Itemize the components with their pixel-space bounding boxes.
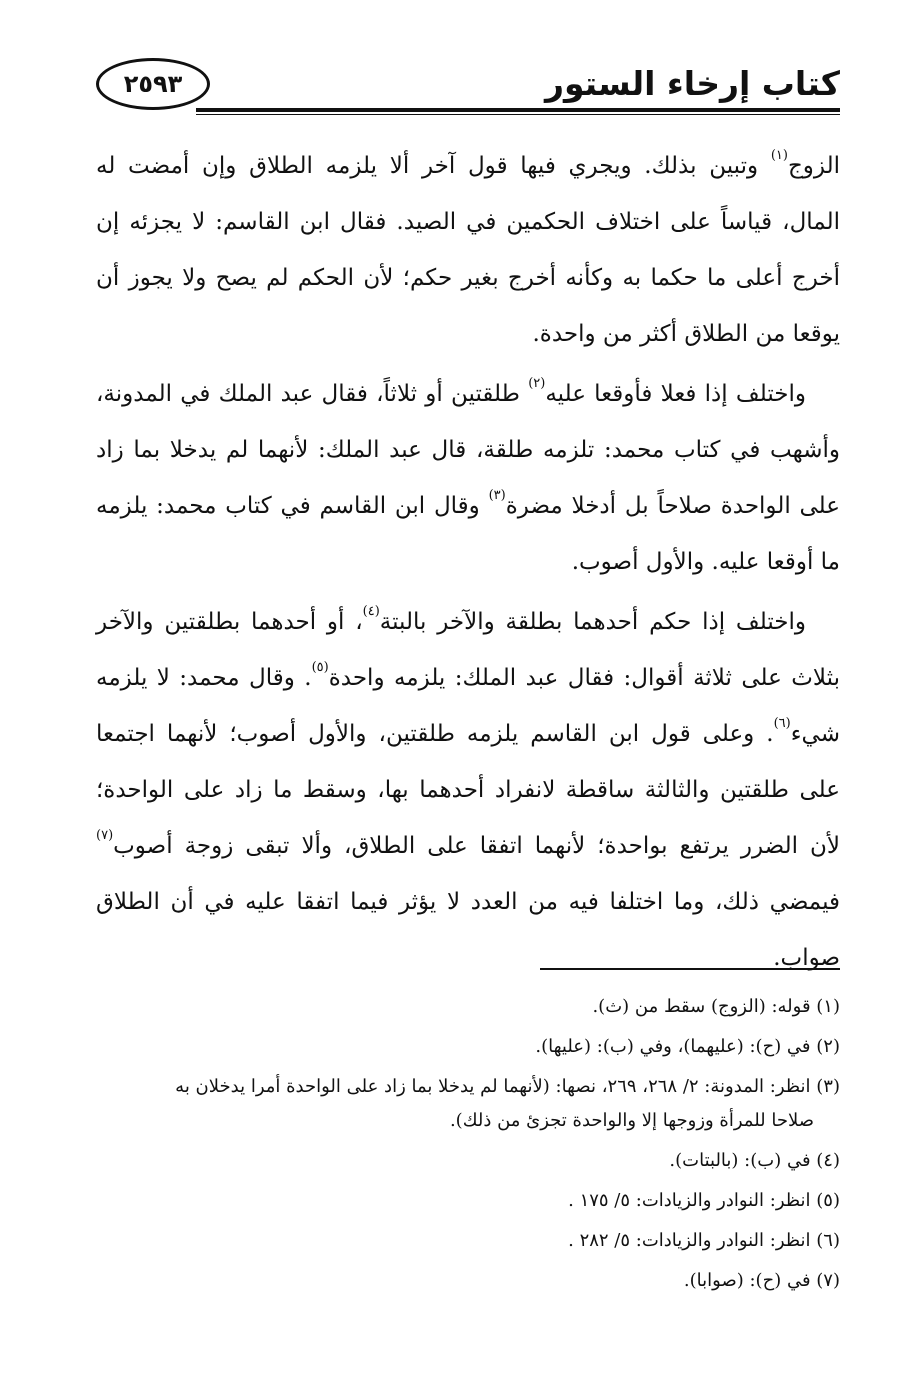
footnote-4: (٤) في (ب): (بالبتات). [669, 1150, 840, 1171]
footnote-separator [540, 968, 840, 970]
footnote-1: (١) قوله: (الزوج) سقط من (ث). [592, 996, 840, 1017]
text-run: واختلف إذا فعلا فأوقعا عليه [545, 381, 806, 407]
text-run: فيمضي ذلك، وما اختلفا فيه من العدد لا يؤثر فيما اتفقا عليه في أن الطلاق صواب. [96, 889, 840, 971]
footnote-2: (٢) في (ح): (عليهما)، وفي (ب): (عليها). [535, 1036, 840, 1057]
footnote-marker: (٥) [311, 660, 329, 675]
footnote-marker: (٤) [362, 604, 380, 619]
footnote-marker: (٦) [773, 716, 791, 731]
footnote-marker: (٢) [528, 376, 546, 391]
footnote-3-continued: صلاحا للمرأة وزوجها إلا والواحدة تجزئ من ذلك). [449, 1110, 814, 1131]
text-run: الزوج [787, 153, 840, 179]
text-run: . وعلى قول ابن القاسم يلزمه طلقتين، والأول أصوب؛ لأنهما اجتمعا على طلقتين والثالثة ساقطة لانفراد أحدهما بها، وسقط ما زاد على الواحدة؛ لأن الضرر يرتفع بواحدة؛ لأنهما اتفقا على الطلاق، وألا تبقى زوجة أصوب [96, 721, 840, 859]
text-run: . وقال محمد: لا يلزمه شيء [96, 665, 840, 747]
footnote-3: (٣) انظر: المدونة: ٢/ ٢٦٨، ٢٦٩، نصها: (لأنهما لم يدخلا بما زاد على الواحدة أمرا يدخلان به [175, 1076, 840, 1097]
footnote-7: (٧) في (ح): (صوابا). [683, 1270, 840, 1291]
text-run: واختلف إذا حكم أحدهما بطلقة والآخر بالبتة [379, 609, 806, 635]
header-rule-thin [196, 114, 840, 115]
main-text [96, 138, 840, 986]
footnote-marker: (١) [770, 148, 788, 163]
footnote-marker: (٧) [96, 828, 114, 843]
page-header [96, 58, 840, 118]
paragraph-1 [96, 138, 840, 362]
header-rule [196, 108, 840, 112]
footnote-5: (٥) انظر: النوادر والزيادات: ٥/ ١٧٥ . [568, 1190, 840, 1211]
paragraph-3 [96, 594, 840, 986]
text-run: طلقتين أو ثلاثاً، فقال عبد الملك في المدونة، وأشهب في كتاب محمد: تلزمه طلقة، قال عبد الملك: لأنهما لم يدخلا بما زاد على الواحدة صلاحاً بل أدخلا مضرة [96, 381, 840, 519]
book-title: كتاب إرخاء الستور [545, 64, 840, 103]
text-run: وقال ابن القاسم في كتاب محمد: يلزمه ما أوقعا عليه. والأول أصوب. [96, 493, 840, 575]
text-run: ، أو أحدهما بطلقتين والآخر بثلاث على ثلاثة أقوال: فقال عبد الملك: يلزمه واحدة [96, 609, 840, 691]
page-number: ٢٥٩٣ [96, 58, 210, 110]
text-run: وتبين بذلك. ويجري فيها قول آخر ألا يلزمه الطلاق وإن أمضت له المال، قياساً على اختلاف الحكمين في الصيد. فقال ابن القاسم: لا يجزئه إن أخرج أعلى ما حكما به وكأنه أخرج بغير حكم؛ لأن الحكم لم يصح ولا يجوز أن يوقعا من الطلاق أكثر من واحدة. [96, 153, 840, 347]
footnote-marker: (٣) [488, 488, 506, 503]
footnote-6: (٦) انظر: النوادر والزيادات: ٥/ ٢٨٢ . [568, 1230, 840, 1251]
paragraph-2 [96, 366, 840, 590]
footnotes [96, 990, 840, 1304]
